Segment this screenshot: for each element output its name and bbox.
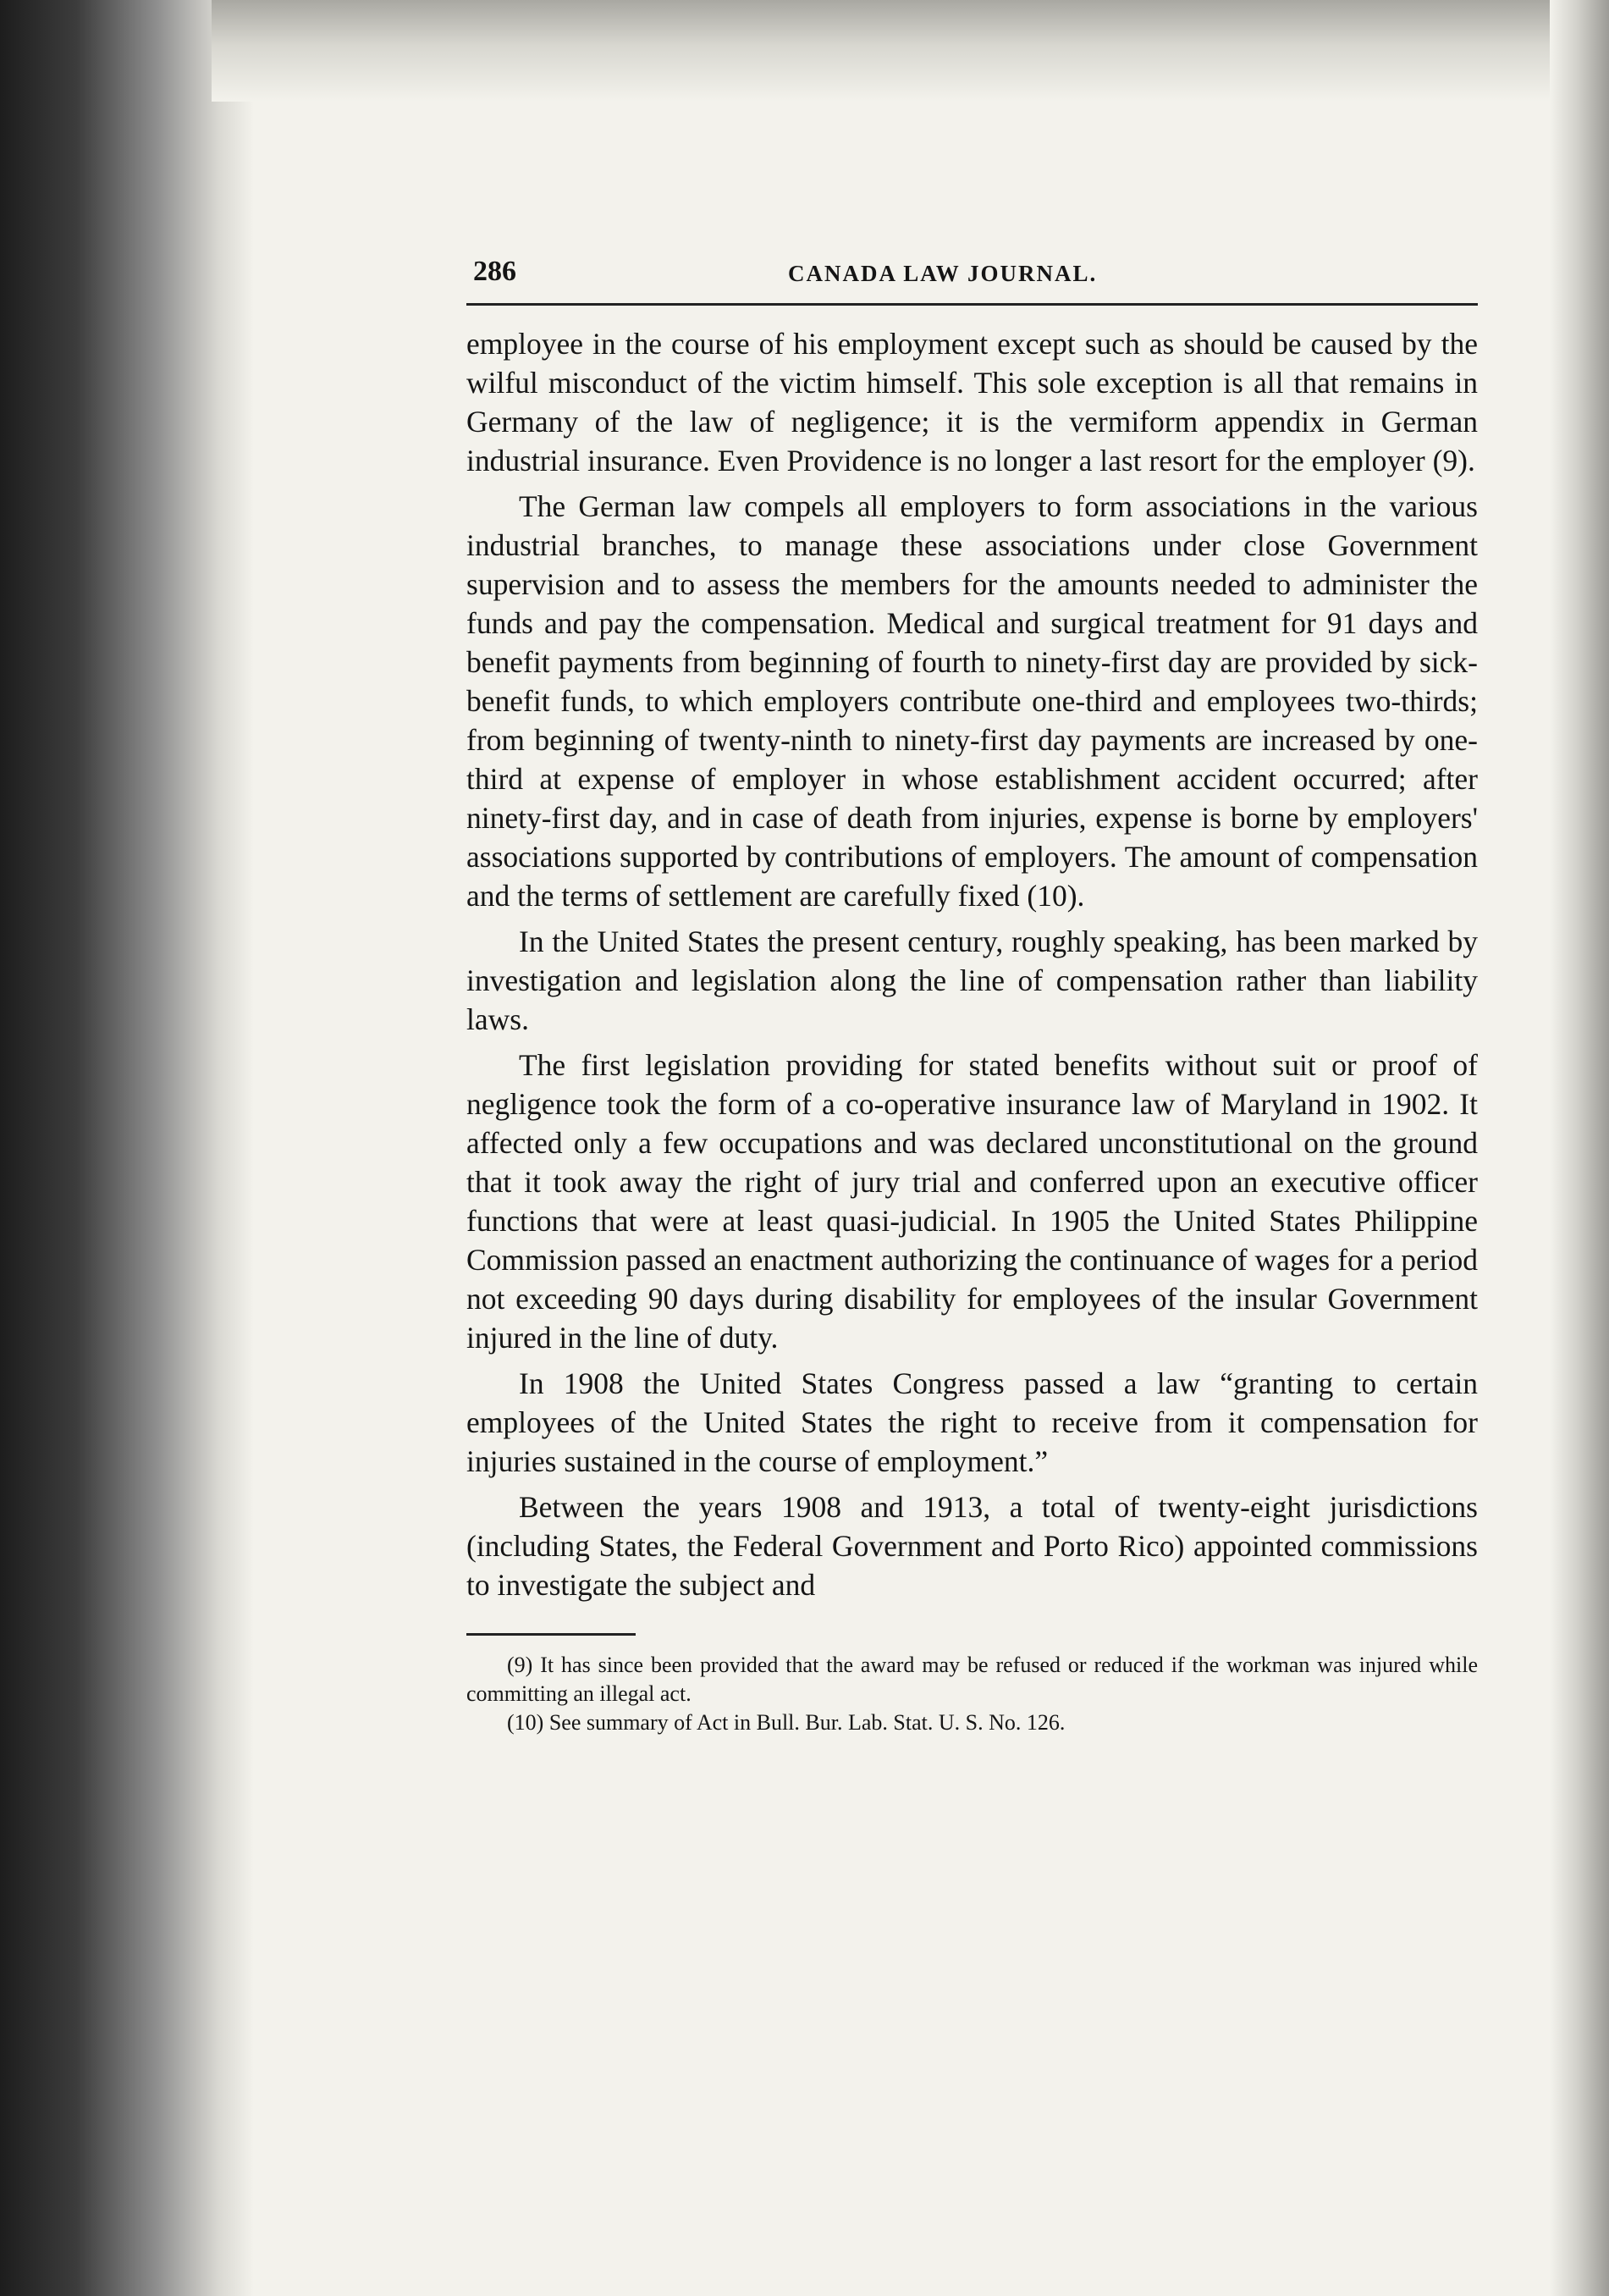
paragraph: The first legislation providing for stated benefits without suit or proof of negligence took the form of a co-operative insurance law of Maryland in 1902. It affected only a few occupations and was declared unconstitutional on the ground that it took away the right of jury trial and conferred upon an executive officer functions that were at least quasi-judicial. In 1905 the United States Philippine Commission passed an enactment authorizing the continuance of wages for a period not exceeding 90 days during disability for employees of the insular Government injured in the line of duty. bbox=[466, 1048, 1478, 1355]
running-head bbox=[466, 254, 1478, 306]
footnote: (9) It has since been provided that the award may be refused or reduced if the workman was injured while committing an illegal act. bbox=[466, 1653, 1478, 1706]
paragraph: In the United States the present century, roughly speaking, has been marked by investigation and legislation along the line of compensation rather than liability laws. bbox=[466, 924, 1478, 1036]
right-page-shadow bbox=[1550, 0, 1609, 2296]
paragraph: Between the years 1908 and 1913, a total of twenty-eight jurisdictions (including States, the Federal Government and Porto Rico) appointed commissions to investigate the subject and bbox=[466, 1490, 1478, 1602]
journal-title: CANADA LAW JOURNAL. bbox=[788, 261, 1098, 286]
top-page-shadow bbox=[212, 0, 1609, 102]
footnotes bbox=[466, 1651, 1478, 1737]
document-page bbox=[466, 254, 1478, 1737]
paragraph: In 1908 the United States Congress passed a law “granting to certain employees of the United States the right to receive from it compensation for injuries sustained in the course of employment.” bbox=[466, 1366, 1478, 1478]
paragraph: employee in the course of his employment except such as should be caused by the wilful misconduct of the victim himself. This sole exception is all that remains in Germany of the law of negligence; it is the vermiform appendix in German industrial insurance. Even Providence is no longer a last resort for the employer (9). bbox=[466, 327, 1478, 477]
page-number: 286 bbox=[473, 256, 516, 287]
binding-shadow bbox=[0, 0, 254, 2296]
paragraph: The German law compels all employers to form associations in the various industrial branches, to manage these associations under close Government supervision and to assess the members for the amounts needed to administer the funds and pay the compensation. Medical and surgical treatment for 91 days and benefit payments from beginning of fourth to ninety-first day are provided by sick-benefit funds, to which employers contribute one-third and employees two-thirds; from beginning of twenty-ninth to ninety-first day payments are increased by one-third at expense of employer in whose establishment accident occurred; after ninety-first day, and in case of death from injuries, expense is borne by employers' associations supported by contributions of employers. The amount of compensation and the terms of settlement are carefully fixed (10). bbox=[466, 489, 1478, 913]
footnote-divider bbox=[466, 1633, 636, 1636]
body-text bbox=[466, 324, 1478, 1604]
footnote: (10) See summary of Act in Bull. Bur. Lab. Stat. U. S. No. 126. bbox=[507, 1710, 1066, 1735]
